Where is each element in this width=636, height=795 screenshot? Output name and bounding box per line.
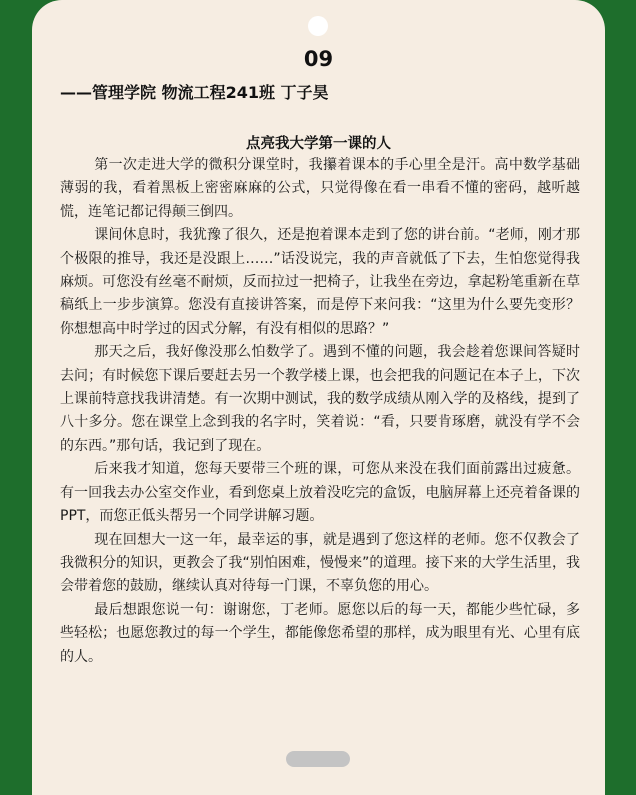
article-card: [32, 0, 605, 795]
article-paragraph: 后来我才知道，您每天要带三个班的课，可您从来没在我们面前露出过疲惫。有一回我去办公室交作业，看到您桌上放着没吃完的盒饭，电脑屏幕上还亮着备课的PPT，而您正低头帮另一个同学讲解习题。: [60, 461, 580, 525]
issue-number: 09: [303, 47, 334, 71]
article-paragraph: 第一次走进大学的微积分课堂时，我攥着课本的手心里全是汗。高中数学基础薄弱的我，看着黑板上密密麻麻的公式，只觉得像在看一串看不懂的密码，越听越慌，连笔记都记得颠三倒四。: [60, 157, 580, 220]
bottom-handle-pill: [286, 751, 350, 767]
article-paragraph: 课间休息时，我犹豫了很久，还是抱着课本走到了您的讲台前。“老师，刚才那个极限的推导，我还是没跟上……”话没说完，我的声音就低了下去，生怕您觉得我麻烦。可您没有丝毫不耐烦，反而拉过一把椅子，让我坐在旁边，拿起粉笔重新在草稿纸上一步步演算。您没有直接讲答案，而是停下来问我：“这里为什么要先变形？你想想高中时学过的因式分解，有没有相似的思路？”: [60, 227, 580, 337]
article-paragraph: 最后想跟您说一句：谢谢您，丁老师。愿您以后的每一天，都能少些忙碌，多些轻松；也愿您教过的每一个学生，都能像您希望的那样，成为眼里有光、心里有底的人。: [60, 601, 580, 665]
article-title: 点亮我大学第一课的人: [246, 136, 391, 152]
article-paragraph: 那天之后，我好像没那么怕数学了。遇到不懂的问题，我会趁着您课间答疑时去问；有时候您下课后要赶去另一个教学楼上课，也会把我的问题记在本子上，下次上课前特意找我讲清楚。有一次期中测试，我的数学成绩从刚入学的及格线，提到了八十多分。您在课堂上念到我的名字时，笑着说：“看，只要肯琢磨，就没有学不会的东西。”那句话，我记到了现在。: [60, 344, 580, 454]
card-top-dot: [308, 16, 328, 36]
article-body: [60, 154, 580, 669]
article-paragraph: 现在回想大一这一年，最幸运的事，就是遇到了您这样的老师。您不仅教会了我微积分的知识，更教会了我“别怕困难，慢慢来”的道理。接下来的大学生活里，我会带着您的鼓励，继续认真对待每一门课，不辜负您的用心。: [60, 531, 580, 595]
author-byline: ——管理学院 物流工程241班 丁子昊: [60, 83, 329, 102]
